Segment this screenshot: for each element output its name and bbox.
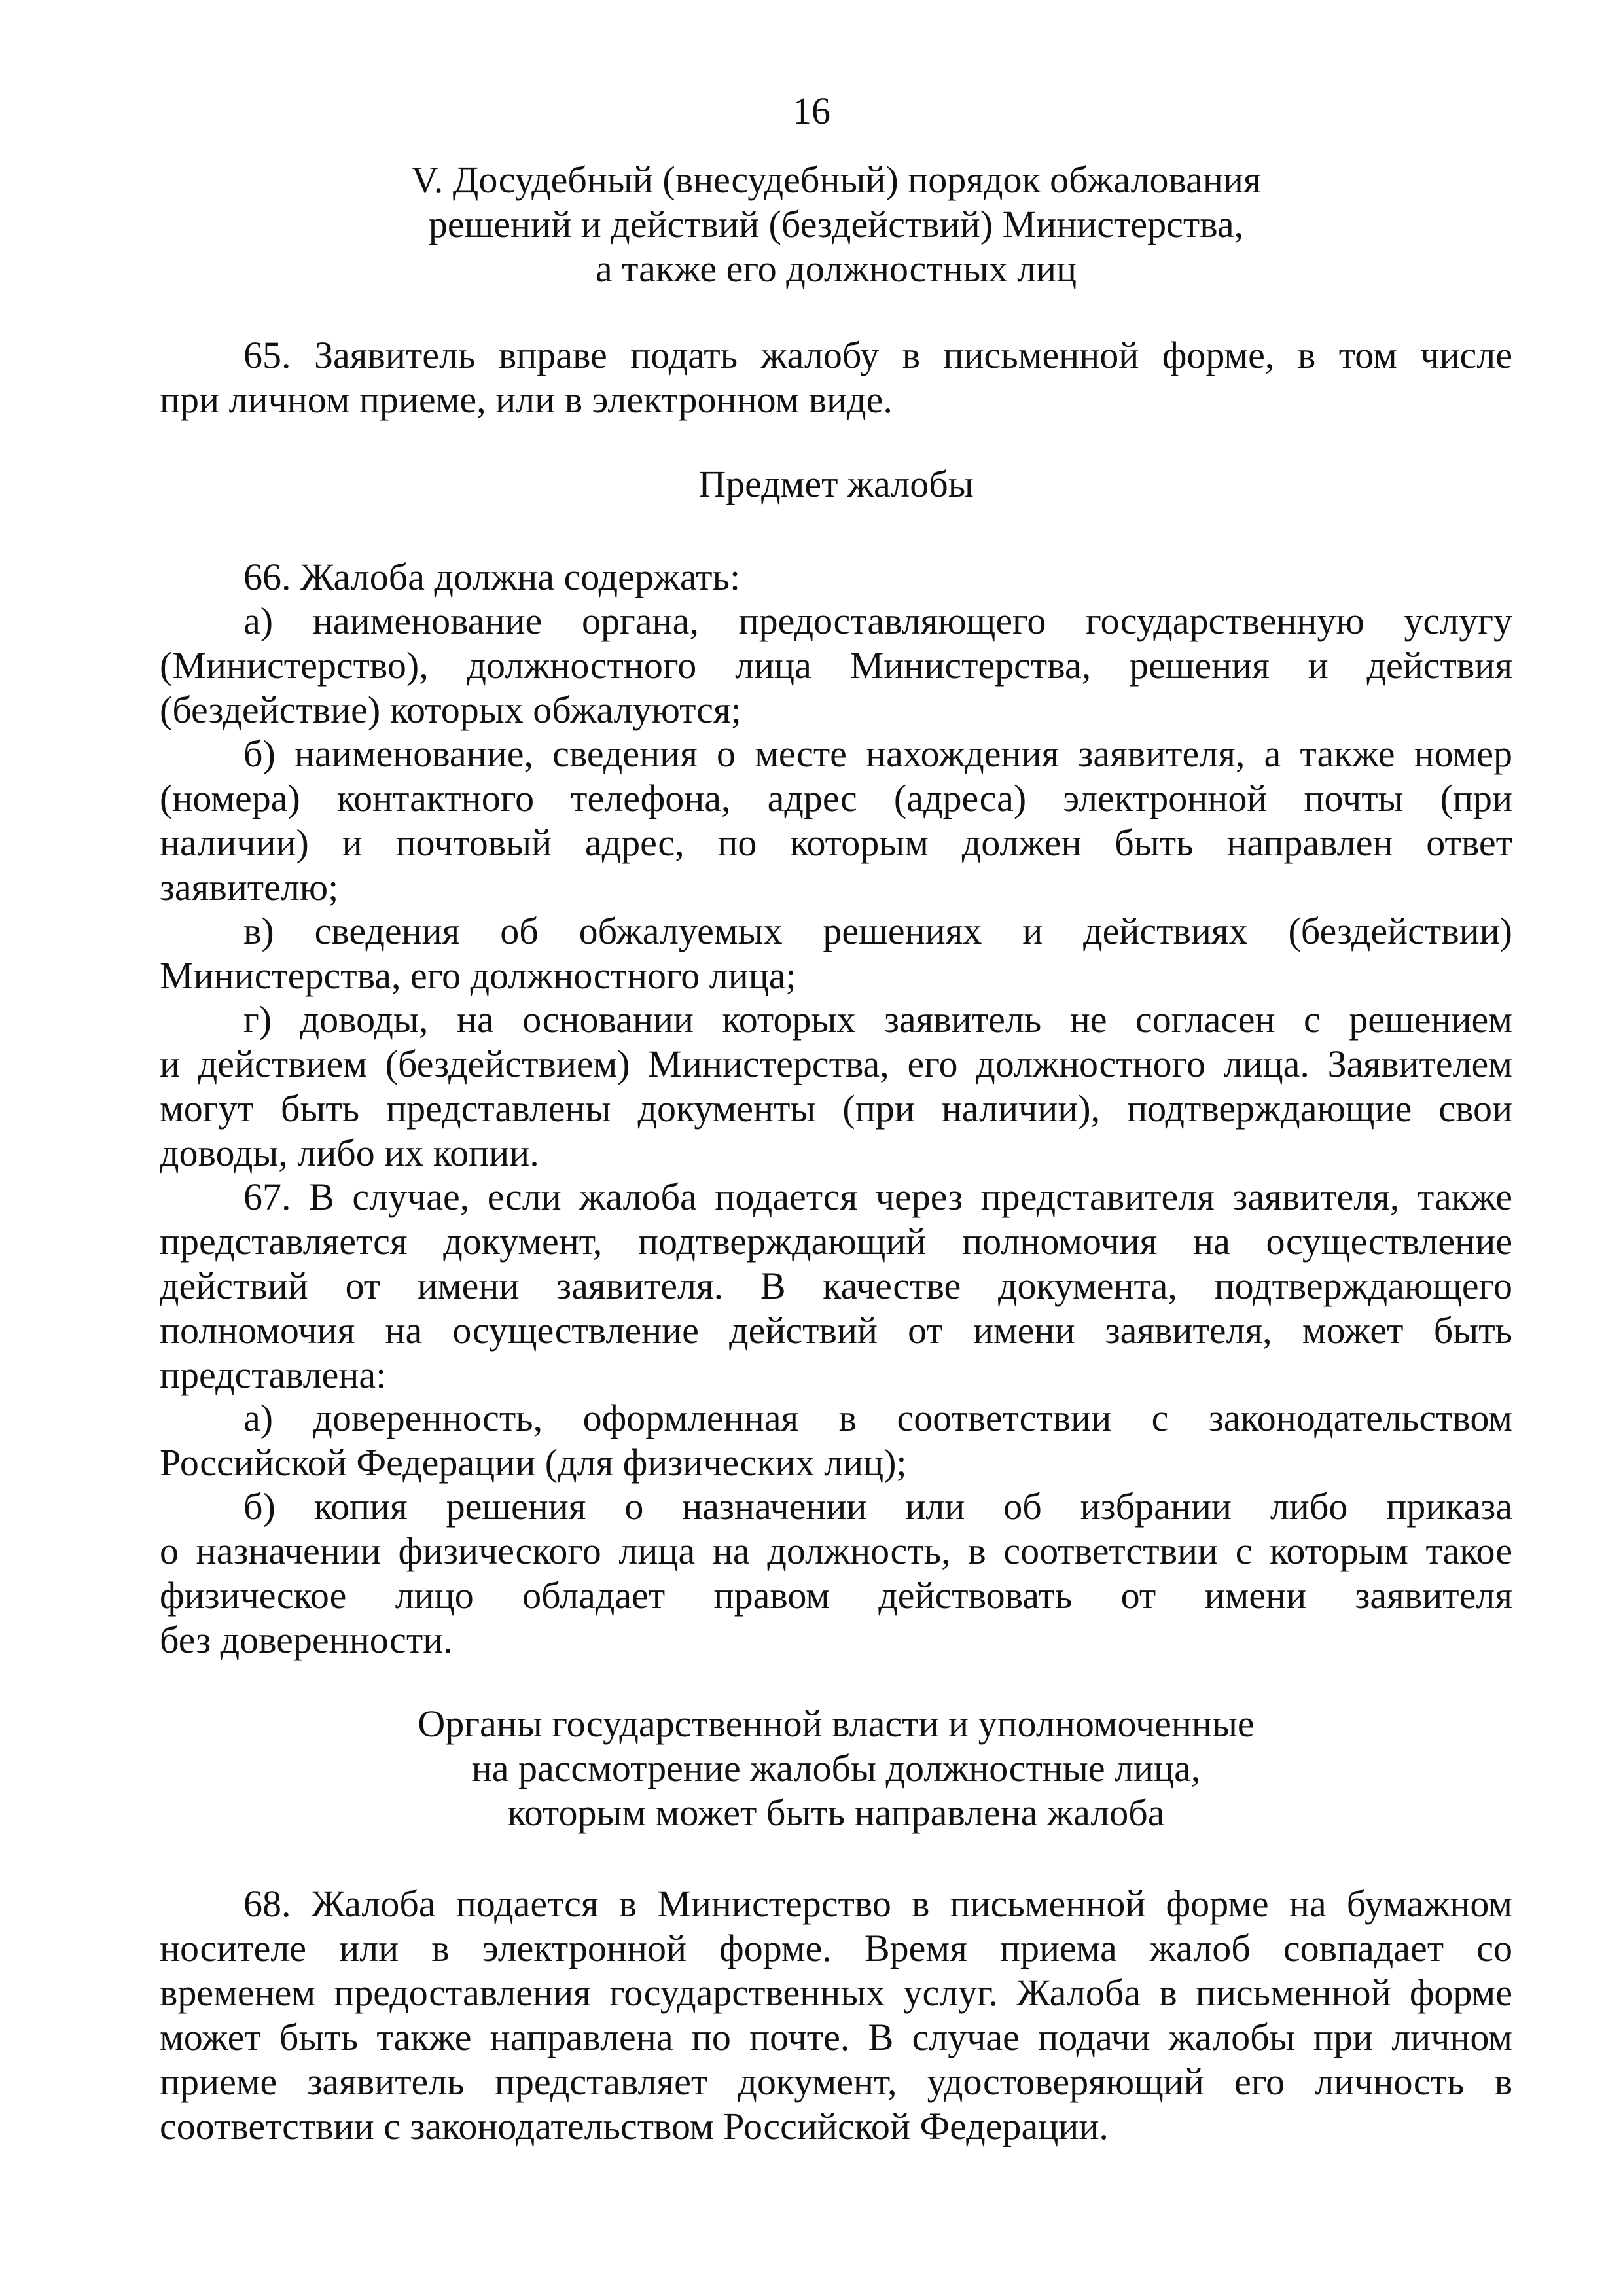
- text-line: соответствии с законодательством Российской Федерации.: [160, 2105, 1109, 2147]
- text-line: г) доводы, на основании которых заявитель не согласен с решением: [243, 998, 1512, 1041]
- text-line: доводы, либо их копии.: [160, 1132, 539, 1174]
- paragraph-66: [160, 555, 1512, 600]
- text-line: временем предоставления государственных услуг. Жалоба в письменной форме: [160, 1971, 1512, 2014]
- text-line: в) сведения об обжалуемых решениях и действиях (бездействии): [243, 910, 1512, 952]
- text-line: 66. Жалоба должна содержать:: [243, 556, 741, 598]
- text-line: и действием (бездействием) Министерства, его должностного лица. Заявителем: [160, 1043, 1512, 1085]
- item-66-g: [160, 997, 1512, 1175]
- text-line: при личном приеме, или в электронном виде.: [160, 378, 893, 421]
- text-line: V. Досудебный (внесудебный) порядок обжалования: [411, 158, 1261, 201]
- text-line: б) копия решения о назначении или об избрании либо приказа: [243, 1485, 1512, 1528]
- text-line: Министерства, его должностного лица;: [160, 954, 796, 997]
- text-line: на рассмотрение жалобы должностные лица,: [471, 1747, 1201, 1789]
- text-line: 67. В случае, если жалоба подается через представителя заявителя, также: [243, 1175, 1512, 1218]
- text-line: Органы государственной власти и уполномоченные: [418, 1702, 1255, 1745]
- item-67-a: [160, 1396, 1512, 1485]
- text-line: представлена:: [160, 1354, 387, 1396]
- text-line: может быть также направлена по почте. В случае подачи жалобы при личном: [160, 2016, 1512, 2058]
- text-line: представляется документ, подтверждающий полномочия на осуществление: [160, 1220, 1512, 1263]
- text-line: (Министерство), должностного лица Министерства, решения и действия: [160, 644, 1512, 687]
- text-line: а) доверенность, оформленная в соответствии с законодательством: [243, 1397, 1512, 1439]
- text-line: б) наименование, сведения о месте нахождения заявителя, а также номер: [243, 732, 1512, 775]
- text-line: решений и действий (бездействий) Министерства,: [428, 203, 1244, 245]
- page-number: 16: [793, 90, 830, 132]
- paragraph-68: [160, 1882, 1512, 2149]
- text-line: Российской Федерации (для физических лиц);: [160, 1441, 907, 1484]
- item-67-b: [160, 1484, 1512, 1662]
- text-line: полномочия на осуществление действий от имени заявителя, может быть: [160, 1309, 1512, 1352]
- text-line: действий от имени заявителя. В качестве документа, подтверждающего: [160, 1265, 1512, 1307]
- section-heading: [160, 158, 1512, 291]
- item-66-a: [160, 599, 1512, 732]
- text-line: физическое лицо обладает правом действовать от имени заявителя: [160, 1574, 1512, 1617]
- text-line: наличии) и почтовый адрес, по которым должен быть направлен ответ: [160, 821, 1512, 864]
- text-line: 68. Жалоба подается в Министерство в письменной форме на бумажном: [243, 1882, 1512, 1925]
- text-line: а) наименование органа, предоставляющего государственную услугу: [243, 600, 1512, 642]
- subheading-subject: [160, 462, 1512, 507]
- text-line: заявителю;: [160, 866, 339, 908]
- text-line: а также его должностных лиц: [595, 247, 1077, 290]
- item-66-b: [160, 732, 1512, 910]
- text-line: 65. Заявитель вправе подать жалобу в письменной форме, в том числе: [243, 334, 1512, 376]
- text-line: о назначении физического лица на должность, в соответствии с которым такое: [160, 1530, 1512, 1572]
- text-line: без доверенности.: [160, 1619, 453, 1661]
- subheading-authorities: [160, 1702, 1512, 1835]
- text-line: (номера) контактного телефона, адрес (адреса) электронной почты (при: [160, 777, 1512, 819]
- paragraph-65: [160, 333, 1512, 422]
- text-line: (бездействие) которых обжалуются;: [160, 689, 741, 731]
- text-line: которым может быть направлена жалоба: [507, 1791, 1165, 1834]
- text-line: могут быть представлены документы (при наличии), подтверждающие свои: [160, 1087, 1512, 1130]
- text-line: Предмет жалобы: [698, 463, 974, 505]
- text-line: носителе или в электронной форме. Время приема жалоб совпадает со: [160, 1927, 1512, 1969]
- text-line: приеме заявитель представляет документ, удостоверяющий его личность в: [160, 2060, 1512, 2103]
- item-66-v: [160, 909, 1512, 998]
- paragraph-67: [160, 1175, 1512, 1397]
